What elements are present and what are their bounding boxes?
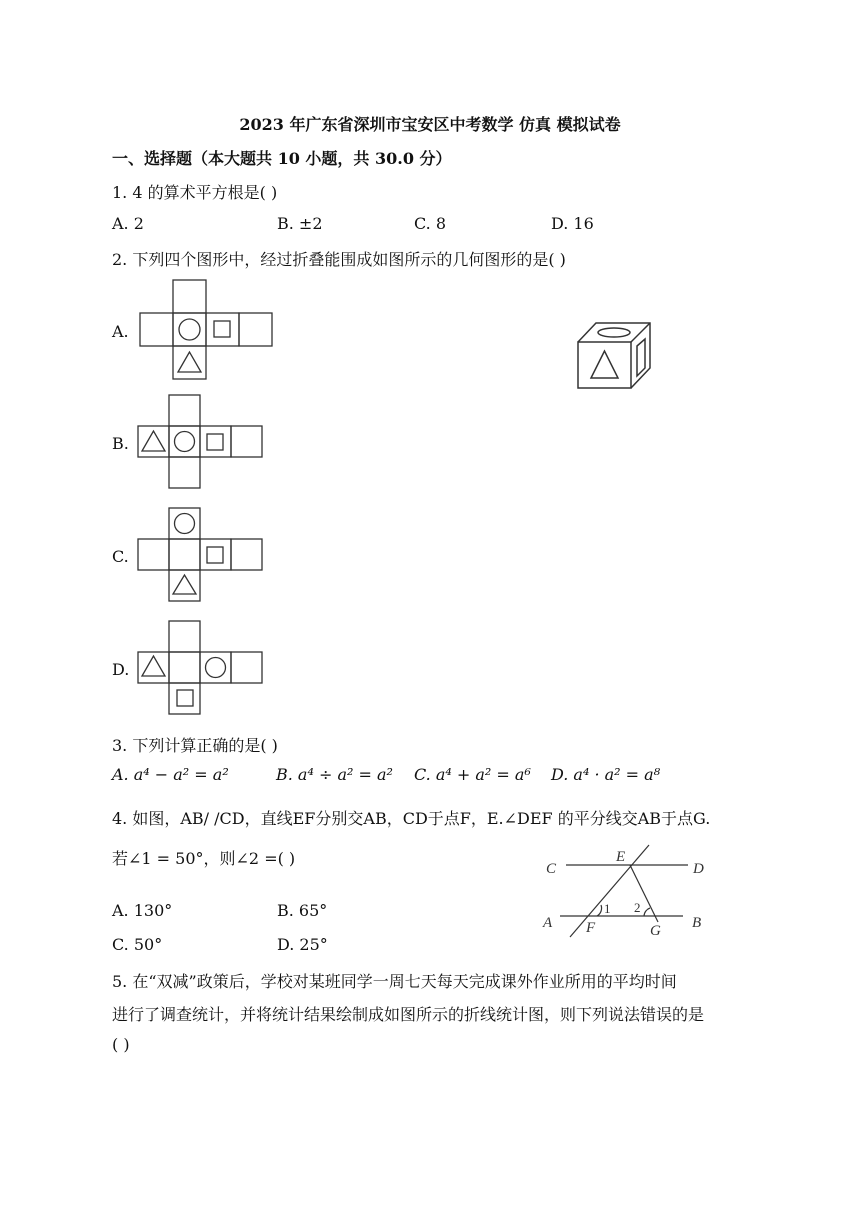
- q1-option-a: A. 2: [112, 214, 144, 233]
- question-5-line2: 进行了调查统计，并将统计结果绘制成如图所示的折线统计图，则下列说法错误的是: [112, 1005, 705, 1024]
- q2-label-b: B.: [112, 434, 129, 453]
- point-label-a: A: [543, 915, 553, 931]
- q1-option-c: C. 8: [414, 214, 447, 233]
- q2-label-d: D.: [112, 660, 130, 679]
- question-3-stem: 3. 下列计算正确的是( ): [112, 736, 278, 755]
- q4-option-c: C. 50°: [112, 935, 163, 954]
- angle-label-1: 1: [604, 901, 611, 916]
- question-5-line3: ( ): [112, 1035, 130, 1054]
- point-label-d: D: [693, 861, 704, 877]
- angle-label-2: 2: [634, 900, 641, 915]
- q1-option-d: D. 16: [551, 214, 594, 233]
- point-label-c: C: [546, 861, 557, 877]
- question-4-stem-line1: 4. 如图，AB/ /CD，直线EF分别交AB，CD于点F，E.∠DEF 的平分线交AB于点G.: [112, 809, 711, 828]
- page-title: 2023 年广东省深圳市宝安区中考数学 仿真 模拟试卷: [239, 115, 621, 134]
- point-label-g: G: [650, 923, 661, 939]
- q3-option-a: A. a⁴ − a² = a²: [112, 765, 229, 784]
- q4-option-a: A. 130°: [112, 901, 173, 920]
- q3-option-c: C. a⁴ + a² = a⁶: [414, 765, 531, 784]
- question-5-line1: 5. 在“双减”政策后，学校对某班同学一周七天每天完成课外作业所用的平均时间: [112, 972, 677, 991]
- q4-option-b: B. 65°: [277, 901, 328, 920]
- q3-option-b: B. a⁴ ÷ a² = a²: [276, 765, 393, 784]
- section-heading: 一、选择题（本大题共 10 小题，共 30.0 分）: [112, 149, 452, 168]
- point-label-b: B: [692, 915, 702, 931]
- q3-option-d: D. a⁴ · a² = a⁸: [551, 765, 661, 784]
- q1-option-b: B. ±2: [277, 214, 323, 233]
- question-1-stem: 1. 4 的算术平方根是( ): [112, 183, 278, 202]
- point-label-e: E: [616, 849, 626, 865]
- q2-label-a: A.: [112, 322, 129, 341]
- q2-label-c: C.: [112, 547, 129, 566]
- q4-option-d: D. 25°: [277, 935, 328, 954]
- question-2-stem: 2. 下列四个图形中，经过折叠能围成如图所示的几何图形的是( ): [112, 250, 566, 269]
- point-label-f: F: [586, 920, 596, 936]
- question-4-stem-line2: 若∠1 = 50°，则∠2 =( ): [112, 849, 296, 868]
